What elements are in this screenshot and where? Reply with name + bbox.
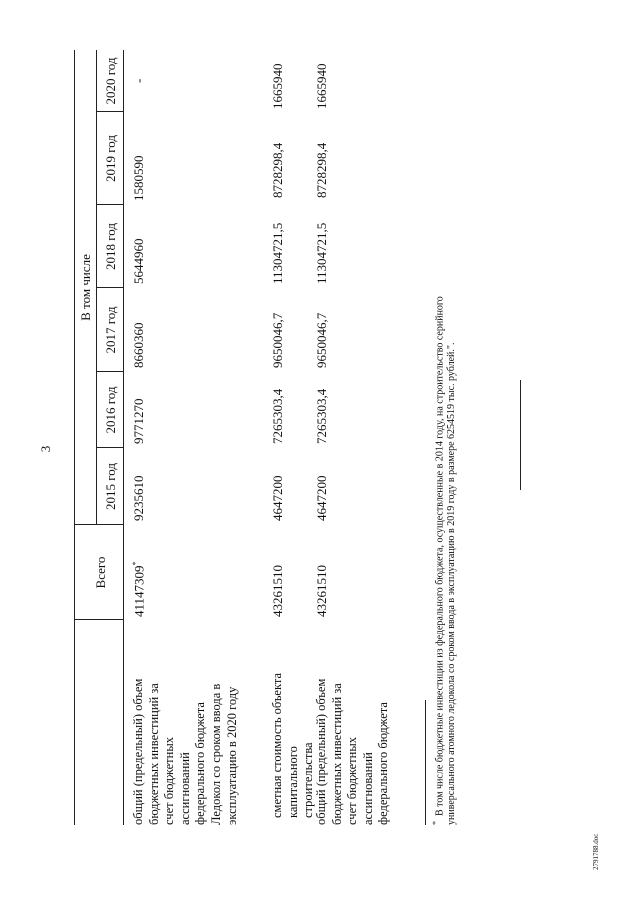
table-row-label: общий (предельный) объем бюджетных инвестиций за счет бюджетных ассигнований федерального бюджета	[131, 678, 207, 825]
footnote: * В том числе бюджетные инвестиции из федерального бюджета, осуществленные в 2014 году, на строительство серийного универсального атомного ледокола со сроком ввода в эксплуатацию в 2019 году в размере 6254519 тыс. рублей.".	[431, 296, 458, 825]
row-value: 7265303,4	[270, 388, 285, 444]
row-total-value: 43261510	[270, 565, 285, 617]
row-value: 8660360	[131, 322, 146, 368]
header-group: В том числе	[78, 254, 93, 321]
year-header: 2018 год	[103, 223, 118, 270]
year-header: 2016 год	[103, 386, 118, 434]
file-label: 2791788.doc	[592, 833, 600, 870]
row-value: 4647200	[270, 475, 285, 521]
row-value: 8728298,4	[270, 142, 285, 198]
table-row-label: общий (предельный) объем бюджетных инвестиций за счет бюджетных ассигнований федерального бюджета	[314, 678, 390, 825]
page-number: 3	[38, 445, 53, 453]
year-header: 2015 год	[103, 463, 118, 510]
row-value: 1665940	[270, 63, 285, 109]
table-top-rule	[74, 50, 75, 825]
year-header: 2017 год	[103, 306, 118, 354]
table-row-label: сметная стоимость объекта капитального строительства	[270, 672, 315, 818]
row-value: 9771270	[131, 398, 146, 444]
section-heading: Ледокол со сроком ввода в эксплуатацию в 2020 году	[209, 683, 239, 825]
row-value: 8728298,4	[314, 142, 329, 198]
row-value: 1580590	[131, 155, 146, 201]
row-value: -	[131, 78, 146, 83]
header-total: Всего	[93, 556, 108, 589]
row-value: 5644960	[131, 238, 146, 284]
table-header-rule	[123, 50, 124, 825]
row-value: 9235610	[131, 475, 146, 521]
row-value: 7265303,4	[314, 388, 329, 444]
year-header: 2020 год	[103, 57, 118, 105]
row-value: 11304721,5	[270, 222, 285, 284]
row-value: 9650046,7	[314, 312, 329, 368]
row-value: 9650046,7	[270, 312, 285, 368]
year-header: 2019 год	[103, 135, 118, 182]
footnote-separator	[425, 700, 426, 825]
row-total-value: 43261510	[314, 565, 329, 617]
row-total-value: 41147309*	[131, 561, 147, 617]
end-rule	[520, 380, 521, 490]
row-value: 11304721,5	[314, 222, 329, 284]
row-value: 1665940	[314, 63, 329, 109]
row-value: 4647200	[314, 475, 329, 521]
